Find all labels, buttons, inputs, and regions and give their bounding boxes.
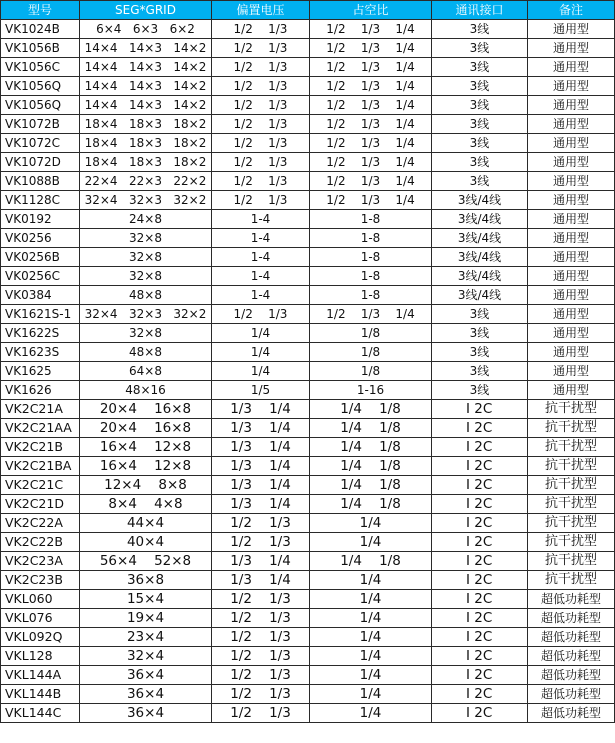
interface-cell: I 2C — [432, 666, 528, 685]
duty-cell: 1/4 1/8 — [310, 495, 432, 514]
seg-grid-cell: 14×4 14×3 14×2 — [80, 58, 212, 77]
duty-cell: 1/4 1/8 — [310, 400, 432, 419]
remark-cell: 通用型 — [528, 77, 615, 96]
interface-cell: I 2C — [432, 476, 528, 495]
table-row — [1, 533, 615, 552]
duty-cell: 1/8 — [310, 324, 432, 343]
remark-cell: 通用型 — [528, 324, 615, 343]
duty-cell: 1/8 — [310, 362, 432, 381]
model-cell: VKL128 — [1, 647, 80, 666]
remark-cell: 通用型 — [528, 210, 615, 229]
duty-cell: 1/4 — [310, 647, 432, 666]
remark-cell: 超低功耗型 — [528, 647, 615, 666]
seg-grid-cell: 14×4 14×3 14×2 — [80, 77, 212, 96]
bias-cell: 1-4 — [212, 286, 310, 305]
seg-grid-cell: 32×8 — [80, 229, 212, 248]
table-row — [1, 571, 615, 590]
interface-cell: 3线 — [432, 153, 528, 172]
bias-cell: 1/2 1/3 — [212, 305, 310, 324]
interface-cell: I 2C — [432, 514, 528, 533]
duty-cell: 1/4 — [310, 514, 432, 533]
duty-cell: 1/2 1/3 1/4 — [310, 20, 432, 39]
bias-cell: 1/3 1/4 — [212, 400, 310, 419]
duty-cell: 1-8 — [310, 229, 432, 248]
remark-cell: 超低功耗型 — [528, 666, 615, 685]
remark-cell: 通用型 — [528, 58, 615, 77]
model-cell: VK2C21C — [1, 476, 80, 495]
duty-cell: 1/4 — [310, 628, 432, 647]
interface-cell: I 2C — [432, 438, 528, 457]
table-row — [1, 20, 615, 39]
duty-cell: 1-8 — [310, 286, 432, 305]
seg-grid-cell: 20×4 16×8 — [80, 400, 212, 419]
remark-cell: 通用型 — [528, 172, 615, 191]
seg-grid-cell: 19×4 — [80, 609, 212, 628]
remark-cell: 抗干扰型 — [528, 419, 615, 438]
table-row — [1, 628, 615, 647]
remark-cell: 通用型 — [528, 362, 615, 381]
model-cell: VK2C21A — [1, 400, 80, 419]
seg-grid-cell: 32×4 32×3 32×2 — [80, 191, 212, 210]
remark-cell: 通用型 — [528, 134, 615, 153]
seg-grid-cell: 56×4 52×8 — [80, 552, 212, 571]
remark-cell: 超低功耗型 — [528, 590, 615, 609]
seg-grid-cell: 44×4 — [80, 514, 212, 533]
table-row — [1, 153, 615, 172]
interface-cell: 3线 — [432, 324, 528, 343]
model-cell: VK0256C — [1, 267, 80, 286]
interface-cell: 3线/4线 — [432, 286, 528, 305]
bias-cell: 1/2 1/3 — [212, 609, 310, 628]
remark-cell: 抗干扰型 — [528, 438, 615, 457]
duty-cell: 1/8 — [310, 343, 432, 362]
remark-cell: 抗干扰型 — [528, 400, 615, 419]
duty-cell: 1-16 — [310, 381, 432, 400]
duty-cell: 1/2 1/3 1/4 — [310, 39, 432, 58]
seg-grid-cell: 18×4 18×3 18×2 — [80, 134, 212, 153]
seg-grid-cell: 22×4 22×3 22×2 — [80, 172, 212, 191]
interface-cell: I 2C — [432, 685, 528, 704]
table-row — [1, 286, 615, 305]
interface-cell: I 2C — [432, 628, 528, 647]
remark-cell: 抗干扰型 — [528, 533, 615, 552]
table-row — [1, 77, 615, 96]
interface-cell: 3线 — [432, 305, 528, 324]
table-body — [1, 20, 615, 723]
table-row — [1, 457, 615, 476]
seg-grid-cell: 20×4 16×8 — [80, 419, 212, 438]
remark-cell: 通用型 — [528, 39, 615, 58]
model-cell: VK2C21AA — [1, 419, 80, 438]
duty-cell: 1/2 1/3 1/4 — [310, 96, 432, 115]
header-row — [1, 1, 615, 20]
interface-cell: I 2C — [432, 533, 528, 552]
model-cell: VK1623S — [1, 343, 80, 362]
model-cell: VKL144C — [1, 704, 80, 723]
bias-cell: 1/3 1/4 — [212, 495, 310, 514]
bias-cell: 1/3 1/4 — [212, 476, 310, 495]
table-row — [1, 229, 615, 248]
duty-cell: 1/4 1/8 — [310, 476, 432, 495]
duty-cell: 1/4 1/8 — [310, 552, 432, 571]
remark-cell: 通用型 — [528, 229, 615, 248]
remark-cell: 通用型 — [528, 267, 615, 286]
header-seg-grid: SEG*GRID — [80, 1, 212, 20]
duty-cell: 1/2 1/3 1/4 — [310, 305, 432, 324]
model-cell: VK0256B — [1, 248, 80, 267]
duty-cell: 1/4 — [310, 571, 432, 590]
interface-cell: I 2C — [432, 400, 528, 419]
remark-cell: 通用型 — [528, 153, 615, 172]
duty-cell: 1/4 1/8 — [310, 438, 432, 457]
seg-grid-cell: 6×4 6×3 6×2 — [80, 20, 212, 39]
duty-cell: 1/2 1/3 1/4 — [310, 134, 432, 153]
interface-cell: 3线 — [432, 58, 528, 77]
model-cell: VK1056Q — [1, 96, 80, 115]
duty-cell: 1/4 — [310, 685, 432, 704]
interface-cell: 3线 — [432, 134, 528, 153]
model-cell: VK1056C — [1, 58, 80, 77]
duty-cell: 1-8 — [310, 210, 432, 229]
seg-grid-cell: 32×4 32×3 32×2 — [80, 305, 212, 324]
bias-cell: 1/2 1/3 — [212, 20, 310, 39]
model-cell: VKL076 — [1, 609, 80, 628]
table-row — [1, 305, 615, 324]
remark-cell: 通用型 — [528, 115, 615, 134]
interface-cell: 3线 — [432, 96, 528, 115]
seg-grid-cell: 24×8 — [80, 210, 212, 229]
table-row — [1, 248, 615, 267]
model-cell: VK0192 — [1, 210, 80, 229]
bias-cell: 1/2 1/3 — [212, 77, 310, 96]
seg-grid-cell: 32×8 — [80, 267, 212, 286]
interface-cell: I 2C — [432, 457, 528, 476]
model-cell: VK1056B — [1, 39, 80, 58]
bias-cell: 1/2 1/3 — [212, 590, 310, 609]
table-row — [1, 685, 615, 704]
bias-cell: 1/2 1/3 — [212, 172, 310, 191]
seg-grid-cell: 12×4 8×8 — [80, 476, 212, 495]
table-row — [1, 438, 615, 457]
interface-cell: I 2C — [432, 552, 528, 571]
bias-cell: 1/4 — [212, 362, 310, 381]
model-cell: VK1622S — [1, 324, 80, 343]
table-row — [1, 552, 615, 571]
table-row — [1, 134, 615, 153]
duty-cell: 1/4 — [310, 704, 432, 723]
table-header — [1, 1, 615, 20]
remark-cell: 通用型 — [528, 381, 615, 400]
interface-cell: 3线 — [432, 39, 528, 58]
table-row — [1, 343, 615, 362]
bias-cell: 1/2 1/3 — [212, 704, 310, 723]
bias-cell: 1/2 1/3 — [212, 39, 310, 58]
bias-cell: 1/2 1/3 — [212, 58, 310, 77]
header-interface: 通讯接口 — [432, 1, 528, 20]
remark-cell: 通用型 — [528, 20, 615, 39]
bias-cell: 1/3 1/4 — [212, 457, 310, 476]
interface-cell: 3线 — [432, 172, 528, 191]
remark-cell: 抗干扰型 — [528, 476, 615, 495]
seg-grid-cell: 36×4 — [80, 704, 212, 723]
duty-cell: 1/4 — [310, 590, 432, 609]
table-row — [1, 704, 615, 723]
seg-grid-cell: 23×4 — [80, 628, 212, 647]
model-cell: VK2C21BA — [1, 457, 80, 476]
seg-grid-cell: 8×4 4×8 — [80, 495, 212, 514]
table-row — [1, 115, 615, 134]
table-row — [1, 647, 615, 666]
interface-cell: 3线 — [432, 381, 528, 400]
duty-cell: 1-8 — [310, 248, 432, 267]
table-row — [1, 39, 615, 58]
interface-cell: I 2C — [432, 590, 528, 609]
seg-grid-cell: 14×4 14×3 14×2 — [80, 96, 212, 115]
duty-cell: 1/2 1/3 1/4 — [310, 172, 432, 191]
bias-cell: 1/3 1/4 — [212, 571, 310, 590]
bias-cell: 1/4 — [212, 324, 310, 343]
table-row — [1, 419, 615, 438]
bias-cell: 1/2 1/3 — [212, 628, 310, 647]
table-row — [1, 96, 615, 115]
table-row — [1, 381, 615, 400]
model-cell: VK1024B — [1, 20, 80, 39]
model-cell: VK1072C — [1, 134, 80, 153]
table-row — [1, 495, 615, 514]
table-row — [1, 58, 615, 77]
model-cell: VK1621S-1 — [1, 305, 80, 324]
header-model: 型号 — [1, 1, 80, 20]
bias-cell: 1/5 — [212, 381, 310, 400]
remark-cell: 通用型 — [528, 305, 615, 324]
interface-cell: 3线/4线 — [432, 210, 528, 229]
model-cell: VKL144B — [1, 685, 80, 704]
interface-cell: 3线 — [432, 343, 528, 362]
remark-cell: 通用型 — [528, 191, 615, 210]
remark-cell: 超低功耗型 — [528, 685, 615, 704]
bias-cell: 1/3 1/4 — [212, 438, 310, 457]
model-cell: VK1088B — [1, 172, 80, 191]
remark-cell: 超低功耗型 — [528, 628, 615, 647]
model-cell: VKL092Q — [1, 628, 80, 647]
bias-cell: 1/2 1/3 — [212, 685, 310, 704]
bias-cell: 1/4 — [212, 343, 310, 362]
duty-cell: 1/4 1/8 — [310, 419, 432, 438]
remark-cell: 通用型 — [528, 343, 615, 362]
seg-grid-cell: 32×8 — [80, 324, 212, 343]
bias-cell: 1/2 1/3 — [212, 115, 310, 134]
model-cell: VK1056Q — [1, 77, 80, 96]
header-remark: 备注 — [528, 1, 615, 20]
remark-cell: 抗干扰型 — [528, 514, 615, 533]
seg-grid-cell: 48×8 — [80, 343, 212, 362]
duty-cell: 1/2 1/3 1/4 — [310, 58, 432, 77]
remark-cell: 通用型 — [528, 96, 615, 115]
model-cell: VK2C22A — [1, 514, 80, 533]
table-row — [1, 590, 615, 609]
model-cell: VK1626 — [1, 381, 80, 400]
interface-cell: 3线 — [432, 77, 528, 96]
table-row — [1, 666, 615, 685]
header-duty-cycle: 占空比 — [310, 1, 432, 20]
bias-cell: 1-4 — [212, 248, 310, 267]
bias-cell: 1/2 1/3 — [212, 647, 310, 666]
remark-cell: 超低功耗型 — [528, 609, 615, 628]
bias-cell: 1-4 — [212, 267, 310, 286]
seg-grid-cell: 15×4 — [80, 590, 212, 609]
interface-cell: I 2C — [432, 609, 528, 628]
model-cell: VK1072B — [1, 115, 80, 134]
table-row — [1, 191, 615, 210]
interface-cell: 3线/4线 — [432, 191, 528, 210]
table-row — [1, 476, 615, 495]
bias-cell: 1/2 1/3 — [212, 666, 310, 685]
duty-cell: 1/4 — [310, 609, 432, 628]
duty-cell: 1-8 — [310, 267, 432, 286]
bias-cell: 1/3 1/4 — [212, 419, 310, 438]
bias-cell: 1-4 — [212, 210, 310, 229]
header-bias-voltage: 偏置电压 — [212, 1, 310, 20]
seg-grid-cell: 16×4 12×8 — [80, 438, 212, 457]
model-cell: VKL060 — [1, 590, 80, 609]
seg-grid-cell: 18×4 18×3 18×2 — [80, 115, 212, 134]
seg-grid-cell: 32×8 — [80, 248, 212, 267]
bias-cell: 1/3 1/4 — [212, 552, 310, 571]
model-cell: VK2C21D — [1, 495, 80, 514]
duty-cell: 1/2 1/3 1/4 — [310, 153, 432, 172]
model-cell: VK0384 — [1, 286, 80, 305]
seg-grid-cell: 48×8 — [80, 286, 212, 305]
table-row — [1, 324, 615, 343]
seg-grid-cell: 48×16 — [80, 381, 212, 400]
interface-cell: I 2C — [432, 647, 528, 666]
seg-grid-cell: 40×4 — [80, 533, 212, 552]
interface-cell: 3线 — [432, 115, 528, 134]
duty-cell: 1/4 — [310, 533, 432, 552]
interface-cell: I 2C — [432, 419, 528, 438]
model-cell: VK1128C — [1, 191, 80, 210]
table-row — [1, 267, 615, 286]
model-cell: VK1625 — [1, 362, 80, 381]
model-cell: VK2C22B — [1, 533, 80, 552]
bias-cell: 1/2 1/3 — [212, 514, 310, 533]
bias-cell: 1/2 1/3 — [212, 533, 310, 552]
seg-grid-cell: 36×4 — [80, 666, 212, 685]
bias-cell: 1-4 — [212, 229, 310, 248]
remark-cell: 抗干扰型 — [528, 552, 615, 571]
table-row — [1, 362, 615, 381]
interface-cell: 3线/4线 — [432, 229, 528, 248]
duty-cell: 1/4 — [310, 666, 432, 685]
table-row — [1, 172, 615, 191]
interface-cell: 3线 — [432, 20, 528, 39]
remark-cell: 超低功耗型 — [528, 704, 615, 723]
interface-cell: 3线/4线 — [432, 267, 528, 286]
bias-cell: 1/2 1/3 — [212, 191, 310, 210]
duty-cell: 1/2 1/3 1/4 — [310, 191, 432, 210]
interface-cell: 3线/4线 — [432, 248, 528, 267]
seg-grid-cell: 32×4 — [80, 647, 212, 666]
model-cell: VK2C23A — [1, 552, 80, 571]
bias-cell: 1/2 1/3 — [212, 134, 310, 153]
duty-cell: 1/4 1/8 — [310, 457, 432, 476]
model-cell: VK2C23B — [1, 571, 80, 590]
seg-grid-cell: 14×4 14×3 14×2 — [80, 39, 212, 58]
interface-cell: I 2C — [432, 495, 528, 514]
remark-cell: 通用型 — [528, 286, 615, 305]
table-row — [1, 609, 615, 628]
interface-cell: I 2C — [432, 704, 528, 723]
duty-cell: 1/2 1/3 1/4 — [310, 115, 432, 134]
interface-cell: 3线 — [432, 362, 528, 381]
remark-cell: 抗干扰型 — [528, 571, 615, 590]
remark-cell: 通用型 — [528, 248, 615, 267]
remark-cell: 抗干扰型 — [528, 495, 615, 514]
remark-cell: 抗干扰型 — [528, 457, 615, 476]
model-cell: VK2C21B — [1, 438, 80, 457]
seg-grid-cell: 36×8 — [80, 571, 212, 590]
model-cell: VKL144A — [1, 666, 80, 685]
seg-grid-cell: 18×4 18×3 18×2 — [80, 153, 212, 172]
duty-cell: 1/2 1/3 1/4 — [310, 77, 432, 96]
model-cell: VK0256 — [1, 229, 80, 248]
table-row — [1, 210, 615, 229]
interface-cell: I 2C — [432, 571, 528, 590]
table-row — [1, 400, 615, 419]
model-cell: VK1072D — [1, 153, 80, 172]
seg-grid-cell: 16×4 12×8 — [80, 457, 212, 476]
bias-cell: 1/2 1/3 — [212, 153, 310, 172]
bias-cell: 1/2 1/3 — [212, 96, 310, 115]
seg-grid-cell: 36×4 — [80, 685, 212, 704]
table-row — [1, 514, 615, 533]
seg-grid-cell: 64×8 — [80, 362, 212, 381]
